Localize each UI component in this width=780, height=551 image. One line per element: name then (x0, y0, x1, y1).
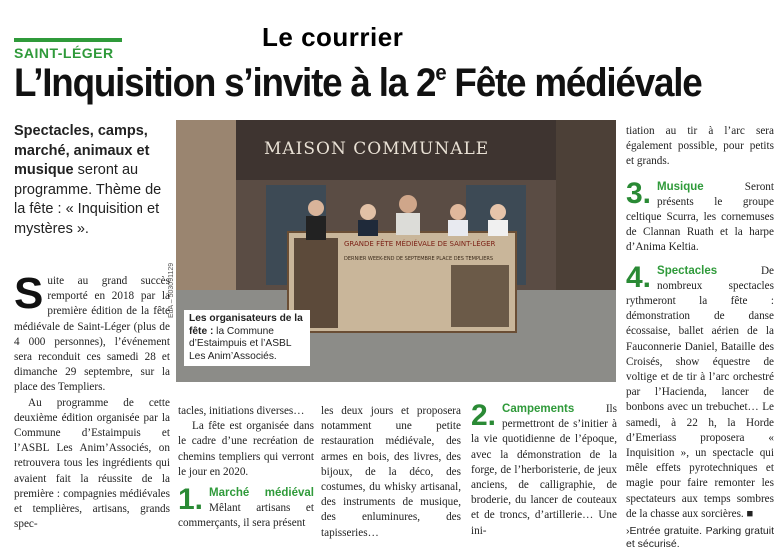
column-1 (14, 269, 170, 532)
item-3 (626, 176, 774, 256)
headline-end: Fête médiévale (445, 61, 702, 105)
section-label: SAINT-LÉGER (14, 45, 114, 61)
col5-p0: tiation au tir à l’arc sera également possible, pour petits et grands. (626, 125, 774, 168)
column-2 (178, 404, 314, 532)
item-2-number: 2. (471, 399, 497, 432)
col2-p1: tacles, initiations diverses… (178, 405, 305, 417)
building-sign: MAISON COMMUNALE (264, 139, 490, 159)
item-1 (178, 483, 314, 532)
item-3-heading: Musique (657, 180, 704, 193)
lede-rest: seront au programme. Thème de la fête : « Inquisition et mystères ». (14, 162, 162, 237)
column-5 (626, 124, 774, 551)
lede (14, 122, 166, 239)
col1-p2: Au programme de cette deuxième édition organisée par la Commune d’Estaimpuis et l’ASBL Les Anim’Associés, on retrouvera tous les ingrédients qui avaient fait la réussite de la première : compagnies médiévales et templières, artisans, grands spec- (14, 396, 170, 531)
masthead: Le courrier (262, 22, 404, 52)
col3-p1: les deux jours et proposera notamment une petite restauration médiévale, des armes en bois, des livres, des bijoux, de la déco, des costumes, du whisky artisanal, des instruments de musique, des enluminures, des tapisseries… (321, 405, 461, 539)
column-4 (471, 399, 617, 539)
caption-bold: Les organisateurs de la fête : (189, 313, 303, 337)
caption-rest: la Commune d’Estaimpuis et l’ASBL Les Anim’Associés. (189, 325, 292, 362)
section-rule (14, 38, 122, 42)
item-2-heading: Campements (502, 403, 575, 415)
banner-title: GRANDE FÊTE MÉDIÉVALE DE SAINT-LÉGER (344, 240, 496, 248)
item-1-number: 1. (178, 483, 204, 517)
photo-caption (184, 310, 310, 366)
item-4-number: 4. (626, 260, 652, 294)
col2-p2: La fête est organisée dans le cadre d’une recréation de chemins templiers qui verront le jour en 2020. (178, 420, 314, 478)
photo-credit: EdA – 503091129 (168, 262, 175, 318)
lede-bold: Spectacles, camps, marché, animaux et musique (14, 123, 150, 178)
item-4-heading: Spectacles (657, 264, 718, 277)
banner-sub: DERNIER WEEK-END DE SEPTEMBRE PLACE DES TEMPLIERS (344, 256, 494, 262)
column-3 (321, 404, 461, 541)
headline-main: L’Inquisition s’invite à la 2 (14, 61, 436, 105)
headline-sup: e (435, 60, 446, 85)
item-1-heading: Marché médiéval (209, 487, 314, 500)
headline (14, 60, 713, 106)
dropcap: S (14, 269, 44, 318)
col1-p1: uite au grand succès remporté en 2018 par la première édition de la fête médiévale de Saint-Léger (plus de 4 000 personnes), l’événement sera reconduit ces samedi 28 et dimanche 29 septembre, sur la place des Templiers. (14, 275, 170, 394)
item-4-text: De nombreux spectacles rythmeront la fête : démonstration de danse écossaise, ballet aérien de la Fauconnerie Daniel, Bataille des Croisés, show équestre de voltige et de tir à l’arc orchestré par l’Hacienda, lancer de bonbons avec un trebuchet… Le samedi, à 22 h, la Horde d’Emeriass proposera « Inquisition », un spectacle qui mêle effets pyrotechniques et magie pour faire remonter les spectateurs aux temps sombres de la chasse aux sorcières. ■ (626, 264, 774, 520)
item-1-text: Mêlant artisans et commerçants, il sera présent (178, 502, 314, 530)
footnote: ›Entrée gratuite. Parking gratuit et sécurisé. (626, 525, 774, 551)
item-4 (626, 260, 774, 522)
item-2-text: Ils permettront de s’initier à la vie quotidienne de l’époque, avec la démonstration de la forge, de l’herboristerie, de jeux anciens, de calligraphie, de broderie, du lancer de couteaux et de troncs, d’artillerie… Une ini- (471, 403, 617, 537)
item-3-number: 3. (626, 176, 652, 210)
item-3-text: Seront présents le groupe celtique Scurra, les cornemuses de Clannan Ruath et la harpe d’Anima Keltia. (626, 180, 774, 254)
